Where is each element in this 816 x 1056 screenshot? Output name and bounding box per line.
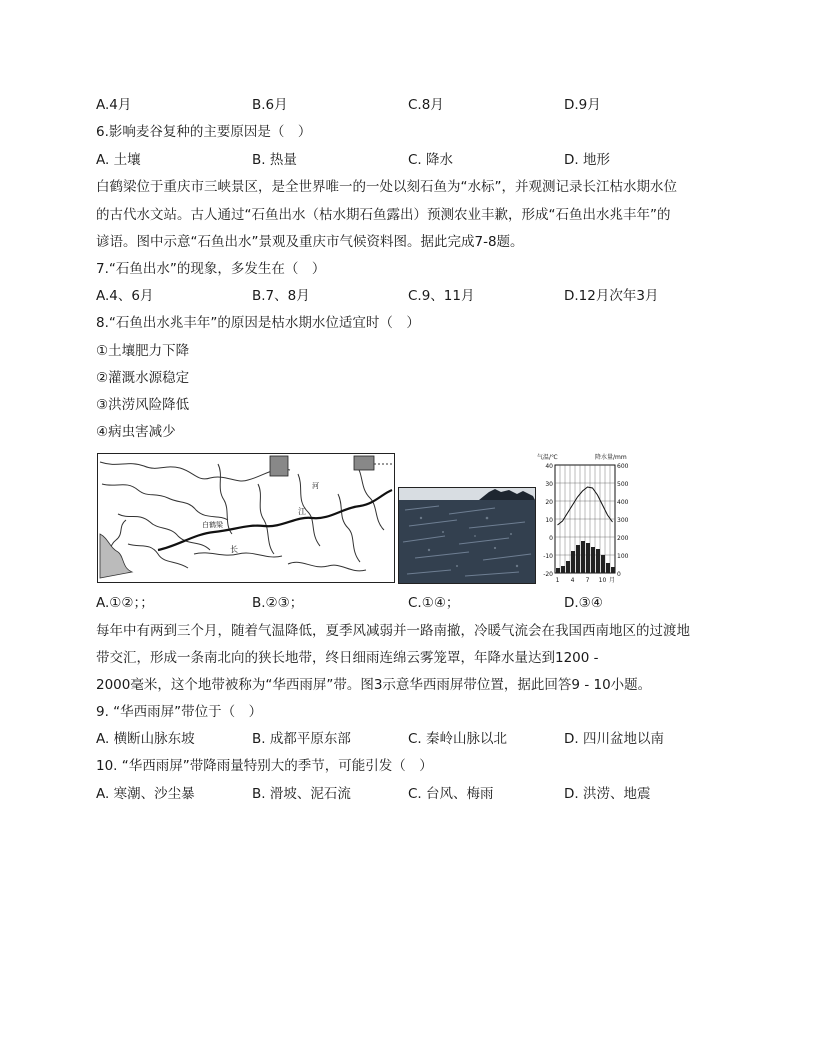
q6-stem: 6.影响麦谷复种的主要原因是（ ） xyxy=(96,124,312,140)
temp-tick-10: 10 xyxy=(545,517,553,524)
passage2-line2: 带交汇，形成一条南北向的狭长地带，终日细雨连绵云雾笼罩，年降水量达到1200 - xyxy=(96,650,599,666)
stone-fish-photo xyxy=(398,487,536,584)
q7-options xyxy=(96,286,716,306)
q9-option-a: A. 横断山脉东坡 xyxy=(96,731,195,747)
q10-stem: 10. “华西雨屏”带降雨量特别大的季节，可能引发（ ） xyxy=(96,758,433,774)
month-tick-1: 1 xyxy=(555,577,560,584)
q9-option-d: D. 四川盆地以南 xyxy=(564,731,664,747)
map-label-chang: 长 xyxy=(230,545,238,554)
q10-option-c: C. 台风、梅雨 xyxy=(408,786,494,802)
q8-stem: 8.“石鱼出水兆丰年”的原因是枯水期水位适宜时（ ） xyxy=(96,315,420,331)
q6-option-b: B. 热量 xyxy=(252,152,297,168)
yangtze-map-drawing xyxy=(98,454,394,582)
month-unit: 月 xyxy=(608,577,616,584)
q5-options xyxy=(96,95,716,115)
q10-option-a: A. 寒潮、沙尘暴 xyxy=(96,786,195,802)
q9-option-c: C. 秦岭山脉以北 xyxy=(408,731,508,747)
precip-tick-0: 0 xyxy=(617,571,621,578)
passage1-line2: 的古代水文站。古人通过“石鱼出水（枯水期石鱼露出）预测农业丰歉，形成“石鱼出水兆丰年”的 xyxy=(96,207,671,223)
precip-tick-400: 400 xyxy=(617,499,629,506)
q7-option-c: C.9、11月 xyxy=(408,288,475,304)
q7-option-a: A.4、6月 xyxy=(96,288,154,304)
map-label-he: 河 xyxy=(312,482,319,490)
q8-option-a: A.①②；； xyxy=(96,595,154,611)
precipitation-axis-title: 降水量/mm xyxy=(595,454,627,461)
precip-tick-500: 500 xyxy=(617,481,629,488)
q10-options xyxy=(96,784,716,804)
precip-tick-300: 300 xyxy=(617,517,629,524)
q7-stem: 7.“石鱼出水”的现象，多发生在（ ） xyxy=(96,261,326,277)
q5-option-a: A.4月 xyxy=(96,97,132,113)
q5-option-c: C.8月 xyxy=(408,97,444,113)
temp-tick-30: 30 xyxy=(545,481,553,488)
precip-tick-600: 600 xyxy=(617,463,629,470)
temp-tick-minus20: -20 xyxy=(543,571,553,578)
temperature-axis-title: 气温/℃ xyxy=(537,454,558,461)
climate-chart-svg xyxy=(537,451,637,584)
temp-tick-minus10: -10 xyxy=(543,553,553,560)
q8-option-b: B.②③； xyxy=(252,595,304,611)
q8-option-c: C.①④； xyxy=(408,595,460,611)
q7-option-d: D.12月次年3月 xyxy=(564,288,659,304)
q10-option-b: B. 滑坡、泥石流 xyxy=(252,786,351,802)
passage2-line3: 2000毫米，这个地带被称为“华西雨屏”带。图3示意华西雨屏带位置，据此回答9 - 10小题。 xyxy=(96,677,652,693)
precip-tick-100: 100 xyxy=(617,553,629,560)
q8-statement-4: ④病虫害减少 xyxy=(96,424,176,440)
q6-option-a: A. 土壤 xyxy=(96,152,141,168)
temp-tick-40: 40 xyxy=(545,463,553,470)
chongqing-climate-chart xyxy=(537,451,637,584)
map-label-jiang: 江 xyxy=(298,507,306,516)
month-tick-10: 10 xyxy=(598,577,607,584)
passage1-line1: 白鹤梁位于重庆市三峡景区，是全世界唯一的一处以刻石鱼为“水标”，并观测记录长江枯水期水位 xyxy=(96,179,677,195)
month-tick-7: 7 xyxy=(585,577,590,584)
stone-fish-photo-drawing xyxy=(399,488,535,583)
q10-option-d: D. 洪涝、地震 xyxy=(564,786,651,802)
month-tick-4: 4 xyxy=(570,577,575,584)
temp-tick-0: 0 xyxy=(549,535,553,542)
q9-stem: 9. “华西雨屏”带位于（ ） xyxy=(96,704,263,720)
q5-option-b: B.6月 xyxy=(252,97,288,113)
q5-option-d: D.9月 xyxy=(564,97,601,113)
yangtze-map xyxy=(97,453,395,583)
precip-tick-200: 200 xyxy=(617,535,629,542)
q6-option-d: D. 地形 xyxy=(564,152,610,168)
q8-statement-2: ②灌溉水源稳定 xyxy=(96,370,190,386)
q6-option-c: C. 降水 xyxy=(408,152,454,168)
passage1-line3: 谚语。图中示意“石鱼出水”景观及重庆市气候资料图。据此完成7-8题。 xyxy=(96,234,524,250)
q8-statement-1: ①土壤肥力下降 xyxy=(96,343,190,359)
q6-options xyxy=(96,150,716,170)
q9-option-b: B. 成都平原东部 xyxy=(252,731,351,747)
q8-option-d: D.③④ xyxy=(564,595,603,611)
q9-options xyxy=(96,729,716,749)
q8-statement-3: ③洪涝风险降低 xyxy=(96,397,190,413)
temp-tick-20: 20 xyxy=(545,499,553,506)
q7-8-figure xyxy=(97,451,637,584)
q7-option-b: B.7、8月 xyxy=(252,288,310,304)
map-label-baiheliang: 白鹤梁 xyxy=(202,521,223,529)
q8-options xyxy=(96,593,716,613)
passage2-line1: 每年中有两到三个月，随着气温降低，夏季风减弱并一路南撤，冷暖气流会在我国西南地区的过渡地 xyxy=(96,623,690,639)
